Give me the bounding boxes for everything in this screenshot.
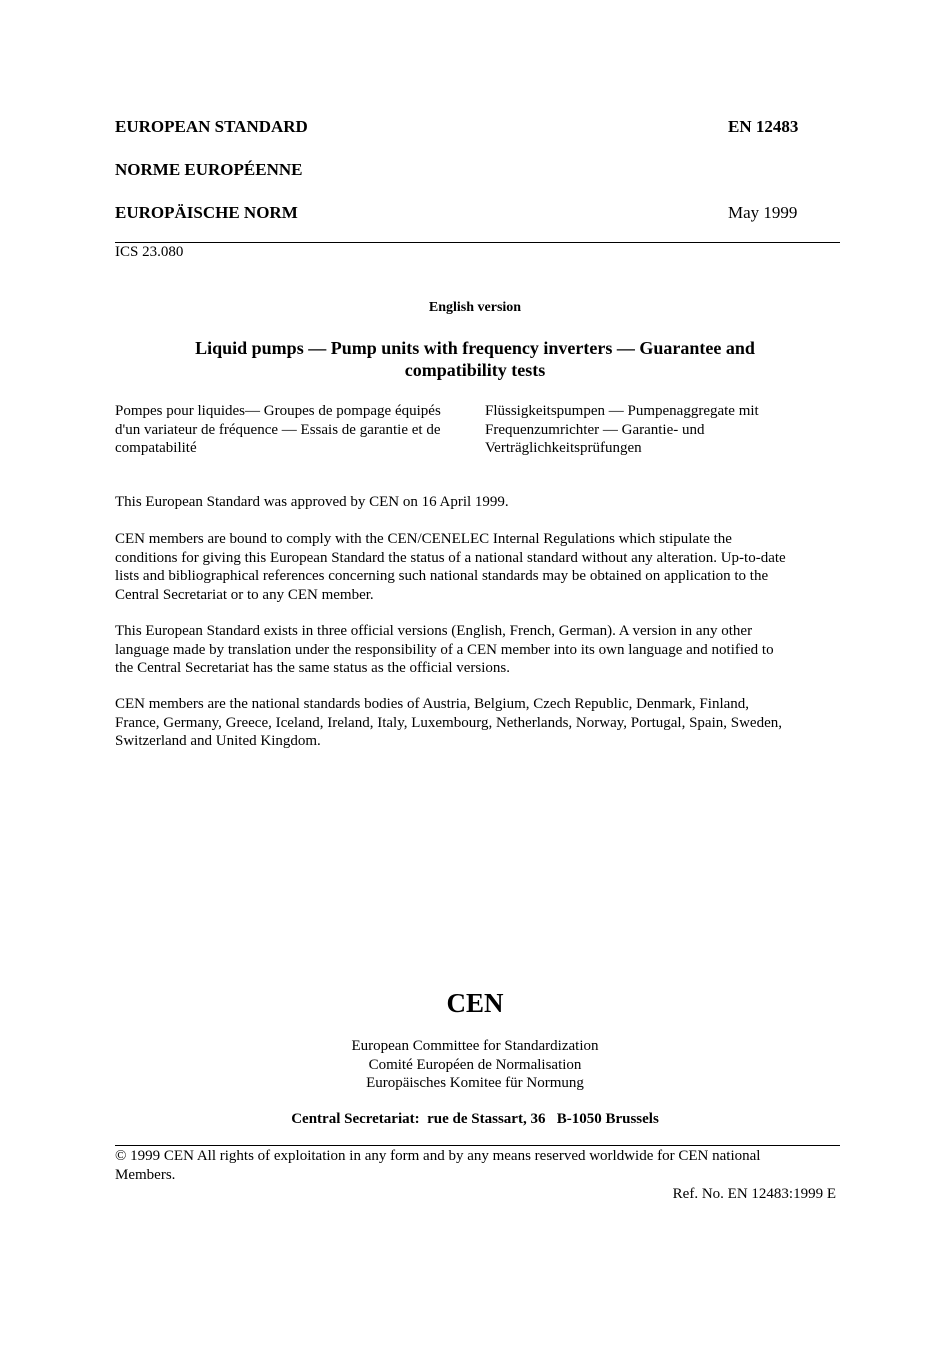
copyright-line: © 1999 CEN All rights of exploitation in any form and by any means reserved worldwide for CEN national <box>115 1148 761 1164</box>
organization-names <box>0 1037 950 1093</box>
copyright-line: Members. <box>115 1166 176 1183</box>
secretariat-address: Central Secretariat: rue de Stassart, 36 B-1050 Brussels <box>291 1111 659 1127</box>
standard-number: EN 12483 <box>728 117 799 136</box>
title-french-line: compatabilité <box>115 440 197 456</box>
paragraph-line: Switzerland and United Kingdom. <box>115 733 321 749</box>
main-title-line-1: Liquid pumps — Pump units with frequency inverters — Guarantee and <box>195 338 755 358</box>
paragraph-line: language made by translation under the responsibility of a CEN member into its own language and notified to <box>115 641 774 658</box>
approval-paragraph: This European Standard was approved by CEN on 16 April 1999. <box>115 494 509 510</box>
title-german-line: Flüssigkeitspumpen — Pumpenaggregate mit <box>485 403 759 419</box>
paragraph-line: CEN members are bound to comply with the CEN/CENELEC Internal Regulations which stipulate the <box>115 531 732 547</box>
paragraph-line: lists and bibliographical references concerning such national standards may be obtained on application to the <box>115 568 769 584</box>
paragraph-line: CEN members are the national standards bodies of Austria, Belgium, Czech Republic, Denmark, Finland, <box>115 696 750 712</box>
standard-title-en: EUROPEAN STANDARD <box>115 117 308 136</box>
copyright-notice <box>115 1147 845 1184</box>
paragraph-line: conditions for giving this European Standard the status of a national standard without any alteration. Up-to-date <box>115 549 786 566</box>
members-paragraph <box>115 695 845 751</box>
title-french-line: d'un variateur de fréquence — Essais de garantie et de <box>115 421 441 438</box>
main-title-line-2: compatibility tests <box>404 360 546 380</box>
org-name-de: Europäisches Komitee für Normung <box>366 1075 584 1091</box>
standard-title-de: EUROPÄISCHE NORM <box>115 203 298 222</box>
version-label: English version <box>428 300 522 315</box>
paragraph-line: the Central Secretariat has the same status as the official versions. <box>115 660 511 676</box>
title-german <box>485 402 845 458</box>
title-german-line: Verträglichkeitsprüfungen <box>485 440 642 456</box>
title-french <box>115 402 475 458</box>
main-title <box>0 337 950 381</box>
paragraph-line: This European Standard exists in three official versions (English, French, German). A version in any other <box>115 623 753 639</box>
cen-logo: CEN <box>446 988 504 1018</box>
compliance-paragraph <box>115 530 845 604</box>
paragraph-line: Central Secretariat or to any CEN member. <box>115 586 374 603</box>
header-divider <box>115 242 840 243</box>
org-name-en: European Committee for Standardization <box>351 1038 599 1054</box>
title-german-line: Frequenzumrichter — Garantie- und <box>485 421 705 438</box>
standard-title-fr: NORME EUROPÉENNE <box>115 160 303 179</box>
paragraph-line: France, Germany, Greece, Iceland, Ireland, Italy, Luxembourg, Netherlands, Norway, Portugal, Spain, Sweden, <box>115 714 782 731</box>
footer-divider <box>115 1145 840 1146</box>
publication-date: May 1999 <box>728 203 798 222</box>
versions-paragraph <box>115 622 845 678</box>
reference-number: Ref. No. EN 12483:1999 E <box>672 1186 836 1202</box>
ics-code: ICS 23.080 <box>115 244 184 260</box>
org-name-fr: Comité Européen de Normalisation <box>368 1056 582 1073</box>
title-french-line: Pompes pour liquides— Groupes de pompage équipés <box>115 403 441 419</box>
